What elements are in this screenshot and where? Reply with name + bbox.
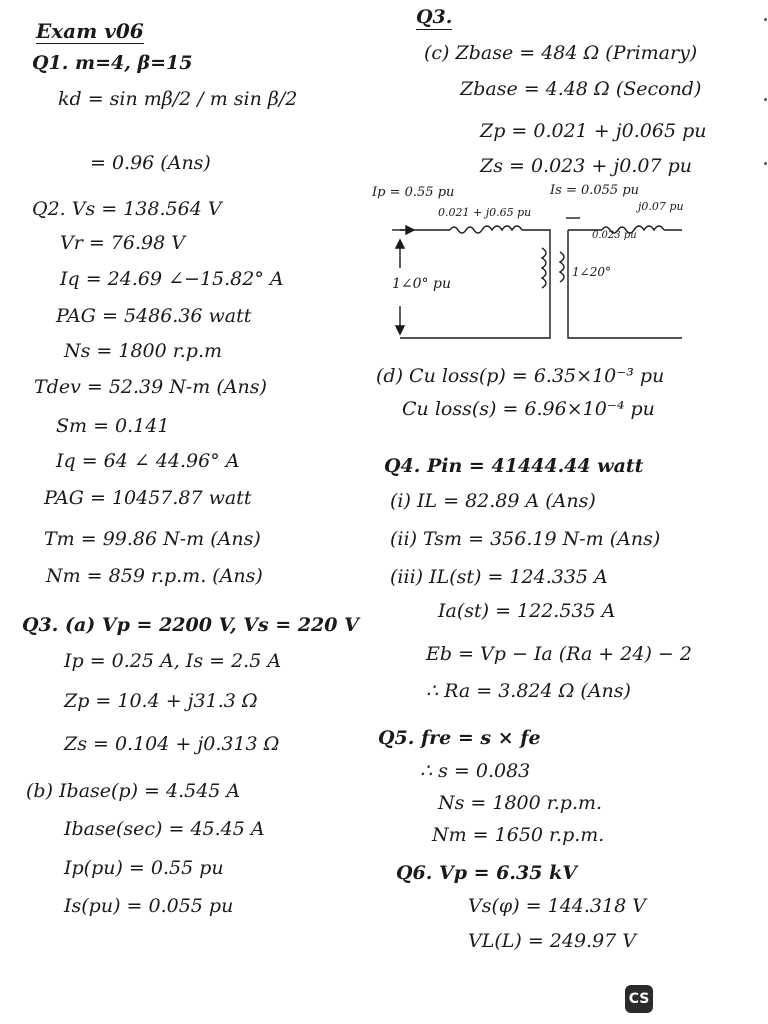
source-voltage-label: 1∠0° pu bbox=[392, 276, 451, 292]
q3d-line: (d) Cu loss(p) = 6.35×10⁻³ pu bbox=[376, 365, 665, 387]
q1-heading: Q1. m=4, β=15 bbox=[32, 52, 193, 74]
q3b-line: (b) Ibase(p) = 4.545 A bbox=[26, 780, 241, 802]
per-unit-circuit-diagram bbox=[370, 178, 710, 348]
q4-heading: Q4. Pin = 41444.44 watt bbox=[384, 455, 644, 477]
q4-line: Ia(st) = 122.535 A bbox=[438, 600, 616, 622]
q2-line: Vr = 76.98 V bbox=[60, 232, 185, 254]
page-title: Exam v06 bbox=[36, 19, 144, 43]
secondary-resistance-label: 0.023 pu bbox=[592, 230, 637, 241]
q2-line: Iq = 24.69 ∠−15.82° A bbox=[60, 268, 284, 290]
q3b-line: Ip(pu) = 0.55 pu bbox=[64, 857, 224, 879]
q4-line: (iii) IL(st) = 124.335 A bbox=[390, 566, 608, 588]
q5-line: Nm = 1650 r.p.m. bbox=[432, 824, 605, 846]
q3-line: Zp = 10.4 + j31.3 Ω bbox=[64, 690, 258, 712]
q4-line: (i) IL = 82.89 A (Ans) bbox=[390, 490, 596, 512]
q2-line: Sm = 0.141 bbox=[56, 415, 170, 437]
q6-line: Vs(φ) = 144.318 V bbox=[468, 895, 646, 917]
q2-line: Iq = 64 ∠ 44.96° A bbox=[56, 450, 240, 472]
margin-dot bbox=[764, 98, 767, 101]
primary-impedance-label: 0.021 + j0.65 pu bbox=[438, 206, 532, 219]
q3d-line: Cu loss(s) = 6.96×10⁻⁴ pu bbox=[402, 398, 655, 420]
q4-line: ∴ Ra = 3.824 Ω (Ans) bbox=[426, 680, 631, 702]
q1-kd-formula: kd = sin mβ/2 / m sin β/2 bbox=[58, 88, 298, 110]
q2-line: Q2. Vs = 138.564 V bbox=[32, 198, 222, 220]
margin-dot bbox=[764, 18, 767, 21]
q2-line: PAG = 10457.87 watt bbox=[44, 487, 252, 509]
q2-line: Ns = 1800 r.p.m bbox=[64, 340, 223, 362]
q4-line: (ii) Tsm = 356.19 N-m (Ans) bbox=[390, 528, 661, 550]
q2-line: Nm = 859 r.p.m. (Ans) bbox=[46, 565, 263, 587]
q2-line: Tm = 99.86 N-m (Ans) bbox=[44, 528, 261, 550]
camscanner-logo-icon: CS bbox=[625, 985, 653, 1013]
secondary-current-label: Is = 0.055 pu bbox=[550, 183, 640, 198]
secondary-reactance-label: j0.07 pu bbox=[638, 200, 684, 213]
q3b-line: Ibase(sec) = 45.45 A bbox=[64, 818, 265, 840]
load-label: 1∠20° bbox=[572, 265, 611, 279]
q3-line: Ip = 0.25 A, Is = 2.5 A bbox=[64, 650, 282, 672]
q5-line: Ns = 1800 r.p.m. bbox=[438, 792, 603, 814]
q2-line: Tdev = 52.39 N-m (Ans) bbox=[34, 376, 267, 398]
q3-line: Zs = 0.104 + j0.313 Ω bbox=[64, 733, 280, 755]
q6-heading: Q6. Vp = 6.35 kV bbox=[396, 862, 577, 884]
q3b-line: Is(pu) = 0.055 pu bbox=[64, 895, 234, 917]
q3c-line: Zs = 0.023 + j0.07 pu bbox=[480, 155, 692, 177]
q3c-line: (c) Zbase = 484 Ω (Primary) bbox=[424, 42, 698, 64]
primary-current-label: Ip = 0.55 pu bbox=[372, 185, 455, 200]
q3c-line: Zp = 0.021 + j0.065 pu bbox=[480, 120, 707, 142]
q5-heading: Q5. fre = s × fe bbox=[378, 727, 541, 749]
q6-line: VL(L) = 249.97 V bbox=[468, 930, 637, 952]
q3-right-heading: Q3. bbox=[416, 6, 453, 28]
q3-heading: Q3. (a) Vp = 2200 V, Vs = 220 V bbox=[22, 614, 359, 636]
q1-answer: = 0.96 (Ans) bbox=[90, 152, 211, 174]
q5-line: ∴ s = 0.083 bbox=[420, 760, 531, 782]
margin-dot bbox=[764, 162, 767, 165]
handwritten-page bbox=[18, 0, 750, 975]
q2-line: PAG = 5486.36 watt bbox=[56, 305, 252, 327]
q3c-line: Zbase = 4.48 Ω (Second) bbox=[460, 78, 702, 100]
q4-line: Eb = Vp − Ia (Ra + 24) − 2 bbox=[426, 643, 692, 665]
